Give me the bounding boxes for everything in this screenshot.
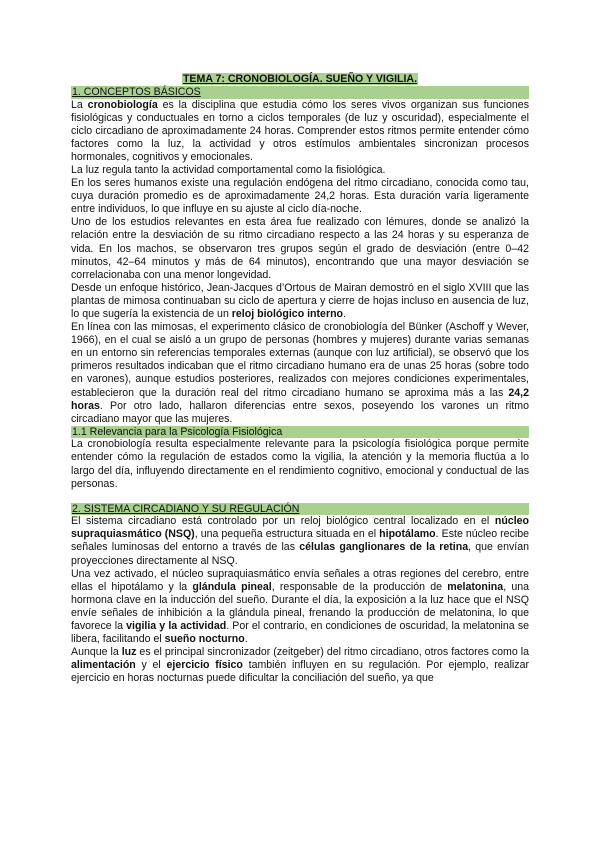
- section-spacer: [71, 491, 529, 503]
- text-run: En los seres humanos existe una regulación endógena del ritmo circadiano, conocida como tau, cuya duración promedio es de aproximadamente 24,2 horas. Esta duración varía ligeramente entre individuos, lo que influye en su ajuste al ciclo día-noche.: [71, 177, 529, 216]
- paragraph: [71, 164, 529, 177]
- text-run: .: [244, 633, 248, 646]
- section-heading-relevancia: 1.1 Relevancia para la Psicología Fisiológica: [71, 426, 529, 439]
- text-run: es la disciplina que estudia cómo los seres vivos organizan sus funciones fisiológicas y conductuales en torno a ciclos temporales (de luz y oscuridad), especialmente el ciclo circadiano de aproximadamente 24 horas. Comprender estos ritmos permite entender cómo factores como la luz, la actividad y otros estímulos ambientales sincronizan procesos hormonales, cognitivos y emocionales.: [71, 98, 529, 163]
- bold-text: cronobiología: [87, 98, 158, 111]
- paragraph: [71, 282, 529, 321]
- paragraph: [71, 438, 529, 490]
- paragraph: [71, 515, 529, 567]
- bold-text: alimentación: [71, 659, 136, 672]
- bold-text: reloj biológico interno: [231, 308, 344, 320]
- bold-text: células ganglionares de la retina: [299, 541, 469, 554]
- paragraph: [71, 646, 529, 685]
- text-run: , responsable de la producción de: [271, 580, 448, 593]
- document-title: [71, 72, 529, 86]
- paragraph: [71, 99, 529, 164]
- bold-text: hipotálamo: [379, 528, 436, 541]
- text-run: . Este núcleo recibe señales luminosas del entorno a través de las: [71, 528, 529, 554]
- bold-text: 24,2 horas: [71, 386, 529, 412]
- document-page: [71, 72, 529, 685]
- text-run: En línea con las mimosas, el experimento clásico de cronobiología del Bünker (Aschoff y Wever, 1966), en el cual se aisló a un grupo de personas (hombres y mujeres) durante varias semanas en un entorno sin referencias temporales externas (aunque con luz artificial), se observó que los primeros resultados indicaban que el ritmo circadiano humano era de unas 25 horas (sobre todo en varones), aunque estudios posteriores, realizados con mejores condiciones experimentales, establecieron que la duración real del ritmo circadiano humano se aproxima más a las: [71, 321, 529, 399]
- text-run: Una vez activado, el núcleo supraquiasmático envía señales a otras regiones del cerebro, entre ellas el hipotálamo y la: [71, 567, 529, 593]
- text-run: es el principal sincronizador (zeitgeber) del ritmo circadiano, otros factores como la: [136, 646, 529, 659]
- text-run: La luz regula tanto la actividad comportamental como la fisiológica.: [71, 163, 386, 176]
- paragraph: [71, 321, 529, 426]
- paragraph: [71, 216, 529, 281]
- text-run: Uno de los estudios relevantes en esta área fue realizado con lémures, donde se analizó la relación entre la desviación de su ritmo circadiano respecto a las 24 horas y su esperanza de vida. En los machos, se observaron tres grupos según el grado de desviación (entre 0–42 minutos, 42–64 minutos y más de 64 minutos), encontrando que una mayor desviación se correlacionaba con una menor longevidad.: [71, 216, 529, 281]
- text-run: y el: [135, 659, 167, 672]
- bold-text: vigilia y la actividad: [126, 619, 227, 632]
- text-run: Aunque la: [71, 646, 122, 659]
- text-run: El sistema circadiano está controlado por un reloj biológico central localizado en el: [71, 515, 495, 528]
- text-run: , una pequeña estructura situada en el: [194, 528, 380, 541]
- paragraph: [71, 568, 529, 647]
- bold-text: ejercicio físico: [166, 659, 243, 672]
- section-heading-sistema-circadiano: 2. SISTEMA CIRCADIANO Y SU REGULACIÓN: [71, 503, 529, 516]
- text-run: . Por otro lado, hallaron diferencias entre sexos, poseyendo los varones un ritmo circadiano mayor que las mujeres.: [71, 399, 529, 425]
- bold-text: glándula pineal: [192, 580, 272, 593]
- text-run: Desde un enfoque histórico, Jean-Jacques d’Ortous de Mairan demostró en el siglo XVIII que las plantas de mimosa continuaban su ciclo de apertura y cierre de hojas incluso en ausencia de luz, lo que sugería la existencia de un: [71, 281, 529, 320]
- bold-text: sueño nocturno: [164, 633, 245, 646]
- text-run: La cronobiología resulta especialmente relevante para la psicología fisiológica porque permite entender cómo la regulación de estados como la vigilia, la atención y la memoria fluctúa a lo largo del día, influyendo directamente en el rendimiento cognitivo, emocional y conductual de las personas.: [71, 438, 529, 490]
- text-run: , que envían proyecciones directamente al NSQ.: [71, 541, 529, 567]
- bold-text: melatonina: [447, 580, 504, 593]
- document-title-text: TEMA 7: CRONOBIOLOGÍA. SUEÑO Y VIGILIA.: [182, 73, 418, 85]
- bold-text: núcleo supraquiasmático (NSQ): [71, 515, 529, 541]
- text-run: también influyen en su regulación. Por ejemplo, realizar ejercicio en horas nocturnas puede dificultar la conciliación del sueño, ya que: [71, 659, 529, 685]
- bold-text: luz: [121, 646, 137, 659]
- text-run: .: [343, 308, 346, 320]
- text-run: La: [71, 98, 88, 111]
- paragraph: [71, 177, 529, 216]
- text-run: . Por el contrario, en condiciones de oscuridad, la melatonina se libera, facilitando el: [71, 619, 530, 646]
- section-heading-conceptos-basicos: 1. CONCEPTOS BÁSICOS: [71, 86, 529, 99]
- text-run: , una hormona clave en la inducción del sueño. Durante el día, la exposición a la luz hace que el NSQ envíe señales de inhibición a la glándula pineal, frenando la producción de melatonina, lo que favorece la: [71, 580, 530, 632]
